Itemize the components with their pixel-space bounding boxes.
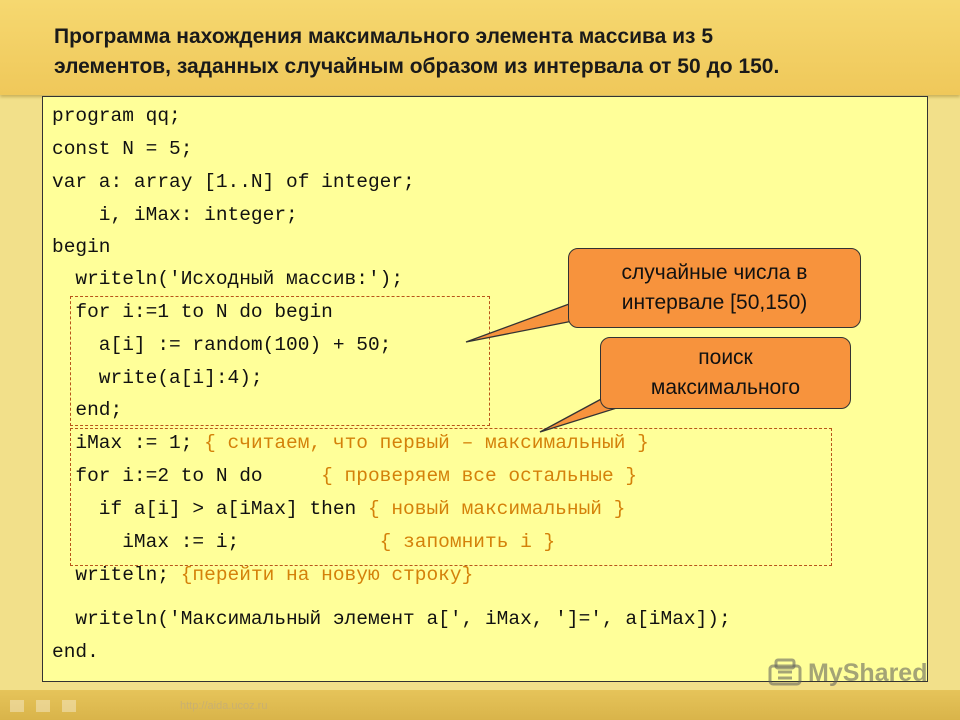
callout-line: поиск xyxy=(698,346,753,369)
slide-title: Программа нахождения максимального элемента массива из 5 элементов, заданных случайным образом из интервала от 50 до 150. xyxy=(54,25,780,78)
footer-url: http://aida.ucoz.ru xyxy=(180,700,268,712)
code-line-1: program qq; xyxy=(52,105,181,127)
nav-next-icon[interactable] xyxy=(36,700,50,712)
footer-bar xyxy=(0,690,960,720)
code-line-16: writeln('Максимальный элемент a[', iMax, ']=', a[iMax]); xyxy=(52,608,731,630)
code-line-17: end. xyxy=(52,641,99,663)
callout-line: максимального xyxy=(650,376,801,399)
code-comment: { новый максимальный } xyxy=(367,498,626,520)
callout-line: интервале [50,150) xyxy=(621,291,808,314)
code-text: for i:=2 to N do xyxy=(52,465,263,487)
code-comment: { запомнить i } xyxy=(379,531,556,553)
code-text: writeln; xyxy=(52,564,170,586)
code-line-5: begin xyxy=(52,236,111,258)
code-line-3: var a: array [1..N] of integer; xyxy=(52,171,415,193)
code-line-10: end; xyxy=(52,399,123,421)
callout-line: случайные числа в xyxy=(621,261,808,284)
code-line-4: i, iMax: integer; xyxy=(52,204,298,226)
myshared-logo-icon xyxy=(768,658,802,688)
code-comment: {перейти на новую строку} xyxy=(180,564,474,586)
max-search-callout xyxy=(600,337,851,409)
code-line-6: writeln('Исходный массив:'); xyxy=(52,268,404,290)
watermark xyxy=(768,655,927,691)
random-numbers-callout xyxy=(568,248,861,328)
nav-prev-icon[interactable] xyxy=(10,700,24,712)
code-text: iMax := 1; xyxy=(52,432,193,454)
code-comment: { проверяем все остальные } xyxy=(321,465,638,487)
slide-nav[interactable] xyxy=(10,700,76,712)
code-line-9: write(a[i]:4); xyxy=(52,367,263,389)
watermark-text: MyShared xyxy=(808,658,928,687)
code-text: iMax := i; xyxy=(52,531,240,553)
code-line-7: for i:=1 to N do begin xyxy=(52,301,333,323)
code-comment: { считаем, что первый – максимальный } xyxy=(204,432,649,454)
code-line-2: const N = 5; xyxy=(52,138,193,160)
code-text: if a[i] > a[iMax] then xyxy=(52,498,357,520)
code-line-8: a[i] := random(100) + 50; xyxy=(52,334,392,356)
nav-menu-icon[interactable] xyxy=(62,700,76,712)
